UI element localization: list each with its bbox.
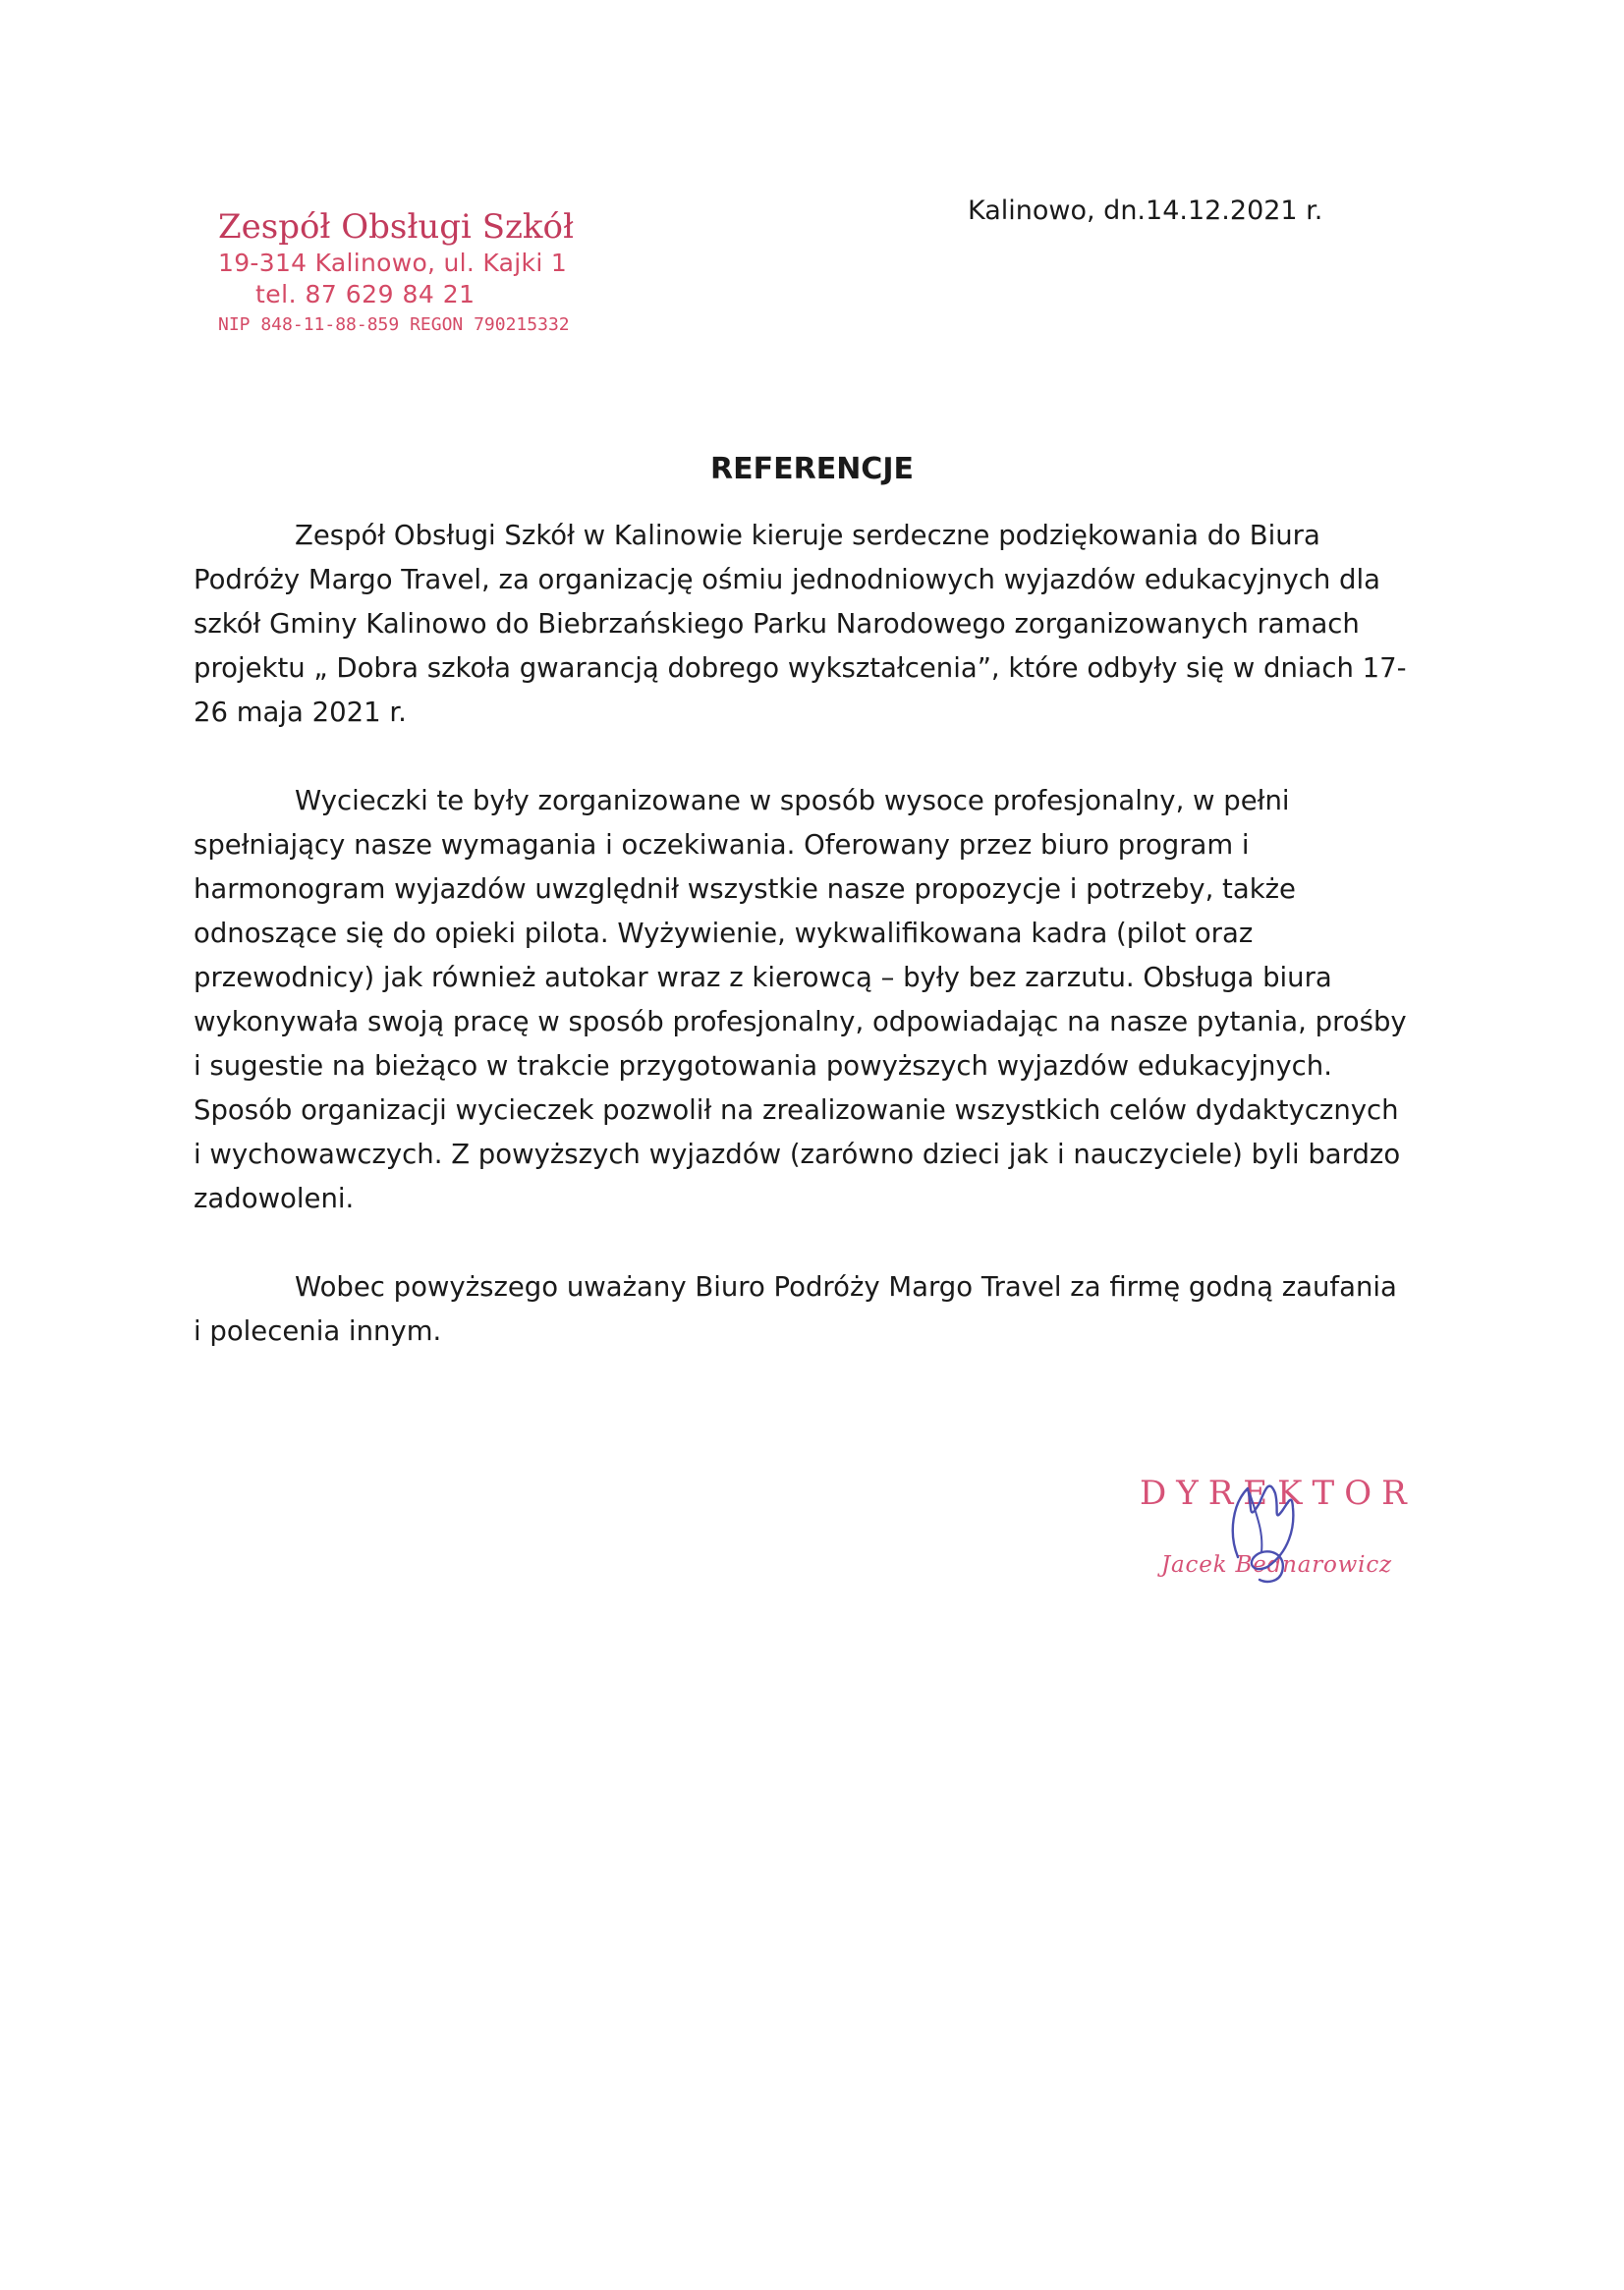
institution-stamp — [196, 206, 609, 340]
stamp-tax-ids: NIP 848-11-88-859 REGON 790215332 — [218, 314, 570, 335]
stamp-address: 19-314 Kalinowo, ul. Kajki 1 — [218, 249, 568, 277]
director-role-stamp: DYREKTOR — [1140, 1474, 1417, 1513]
letter-date: Kalinowo, dn.14.12.2021 r. — [968, 195, 1323, 226]
handwritten-signature — [1199, 1464, 1346, 1592]
stamp-institution-name: Zespół Obsługi Szkół — [218, 207, 575, 247]
paragraph-thanks: Zespół Obsługi Szkół w Kalinowie kieruje serdeczne podziękowania do Biura Podróży Margo Travel, za organizację ośmiu jednodniowych wyjazdów edukacyjnych dla szkół Gminy Kalinowo do Biebrzańskiego Parku Narodowego zorganizowanych ramach projektu „ Dobra szkoła gwarancją dobrego wykształcenia”, które odbyły się w dniach 17-26 maja 2021 r. — [194, 520, 1407, 728]
director-name-stamp: Jacek Bednarowicz — [1161, 1552, 1392, 1578]
director-signature-block — [1140, 1474, 1464, 1601]
paragraph-recommendation: Wobec powyższego uważany Biuro Podróży Margo Travel za firmę godną zaufania i polecenia innym. — [194, 1271, 1397, 1347]
document-title: REFERENCJE — [710, 452, 914, 486]
paragraph-evaluation: Wycieczki te były zorganizowane w sposób wysoce profesjonalny, w pełni spełniający nasze wymagania i oczekiwania. Oferowany przez biuro program i harmonogram wyjazdów uwzględnił wszystkie nasze propozycje i potrzeby, także odnoszące się do opieki pilota. Wyżywienie, wykwalifikowana kadra (pilot oraz przewodnicy) jak również autokar wraz z kierowcą – były bez zarzutu. Obsługa biura wykonywała swoją pracę w sposób profesjonalny, odpowiadając na nasze pytania, prośby i sugestie na bieżąco w trakcie przygotowania powyższych wyjazdów edukacyjnych. Sposób organizacji wycieczek pozwolił na zrealizowanie wszystkich celów dydaktycznych i wychowawczych. Z powyższych wyjazdów (zarówno dzieci jak i nauczyciele) byli bardzo zadowoleni. — [194, 785, 1407, 1214]
letter-body — [194, 514, 1412, 1398]
stamp-phone: tel. 87 629 84 21 — [255, 280, 476, 308]
